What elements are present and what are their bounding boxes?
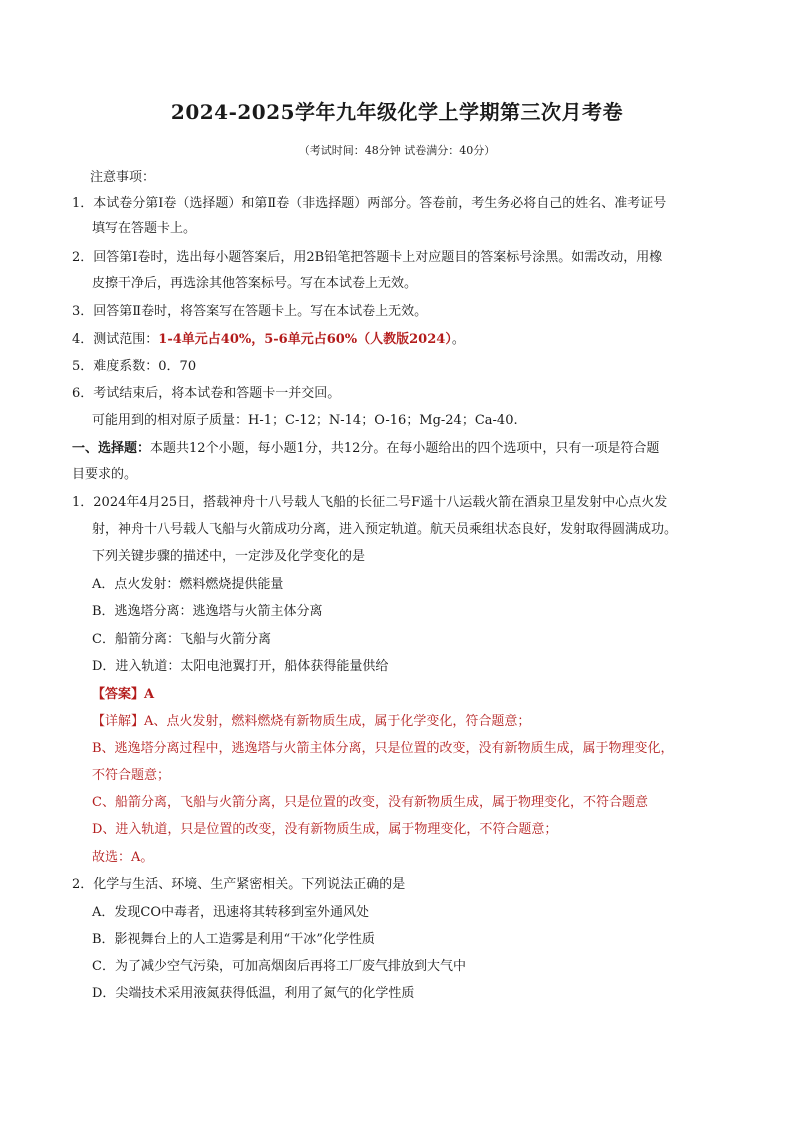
note-4-suffix: 。 xyxy=(451,332,465,347)
section-1-heading xyxy=(72,440,659,458)
q1-stem-line-1: 1．2024年4月25日，搭载神舟十八号载人飞船的长征二号F遥十八运载火箭在酒泉卫星发射中心点火发 xyxy=(72,495,668,510)
section-1-label: 一、选择题： xyxy=(72,441,151,456)
q1-answer: 【答案】A xyxy=(92,687,155,702)
q1-stem-line-2: 射，神舟十八号载人飞船与火箭成功分离，进入预定轨道。航天员乘组状态良好，发射取得圆满成功。 xyxy=(92,522,678,537)
notes-heading: 注意事项： xyxy=(90,170,156,185)
q1-option-a: A．点火发射：燃料燃烧提供能量 xyxy=(92,577,284,592)
note-1-line-1: 1．本试卷分第Ⅰ卷（选择题）和第Ⅱ卷（非选择题）两部分。答卷前，考生务必将自己的姓名、准考证号 xyxy=(72,196,667,211)
q2-option-d: D．尖端技术采用液氮获得低温，利用了氮气的化学性质 xyxy=(92,986,415,1001)
q1-detail-2: B、逃逸塔分离过程中，逃逸塔与火箭主体分离，只是位置的改变，没有新物质生成，属于物理变化， xyxy=(92,741,674,756)
atomic-mass-line: 可能用到的相对原子质量：H-1；C-12；N-14；O-16；Mg-24；Ca-40. xyxy=(92,413,518,428)
section-1-instructions: 本题共12个小题，每小题1分，共12分。在每小题给出的四个选项中，只有一项是符合题 xyxy=(150,441,660,456)
note-3: 3．回答第Ⅱ卷时，将答案写在答题卡上。写在本试卷上无效。 xyxy=(72,304,428,319)
q1-detail-3: C、船箭分离，飞船与火箭分离，只是位置的改变，没有新物质生成，属于物理变化，不符合题意 xyxy=(92,795,648,810)
q1-detail-4: D、进入轨道，只是位置的改变，没有新物质生成，属于物理变化，不符合题意； xyxy=(92,822,558,837)
q2-option-b: B．影视舞台上的人工造雾是利用“干冰”化学性质 xyxy=(92,932,375,947)
q1-detail-2-cont: 不符合题意； xyxy=(92,768,171,783)
q1-choice: 故选：A。 xyxy=(92,850,154,865)
note-6: 6．考试结束后，将本试卷和答题卡一并交回。 xyxy=(72,386,341,401)
q1-option-d: D．进入轨道：太阳电池翼打开，船体获得能量供给 xyxy=(92,659,389,674)
page-title: 2024-2025学年九年级化学上学期第三次月考卷 xyxy=(170,100,624,124)
exam-info: （考试时间：48分钟 试卷满分：40分） xyxy=(298,144,496,157)
note-2-line-2: 皮擦干净后，再选涂其他答案标号。写在本试卷上无效。 xyxy=(92,276,418,291)
q1-detail-1: 【详解】A、点火发射，燃料燃烧有新物质生成，属于化学变化，符合题意； xyxy=(92,714,531,729)
q1-option-b: B．逃逸塔分离：逃逸塔与火箭主体分离 xyxy=(92,604,323,619)
q2-option-a: A．发现CO中毒者，迅速将其转移到室外通风处 xyxy=(92,905,369,920)
note-4-scope: 1-4单元占40%，5-6单元占60%（人教版2024） xyxy=(158,332,452,347)
section-1-heading-line-2: 目要求的。 xyxy=(72,467,138,482)
q1-stem-line-3: 下列关键步骤的描述中，一定涉及化学变化的是 xyxy=(92,549,366,564)
q1-option-c: C．船箭分离：飞船与火箭分离 xyxy=(92,632,271,647)
q2-stem: 2．化学与生活、环境、生产紧密相关。下列说法正确的是 xyxy=(72,877,406,892)
note-5: 5．难度系数：0．70 xyxy=(72,359,197,374)
note-1-line-2: 填写在答题卡上。 xyxy=(92,221,197,236)
note-4-prefix: 4．测试范围： xyxy=(72,332,159,347)
q2-option-c: C．为了减少空气污染，可加高烟囱后再将工厂废气排放到大气中 xyxy=(92,959,466,974)
note-2-line-1: 2．回答第Ⅰ卷时，选出每小题答案后，用2B铅笔把答题卡上对应题目的答案标号涂黑。如需改动，用橡 xyxy=(72,250,663,265)
note-4 xyxy=(72,331,465,349)
